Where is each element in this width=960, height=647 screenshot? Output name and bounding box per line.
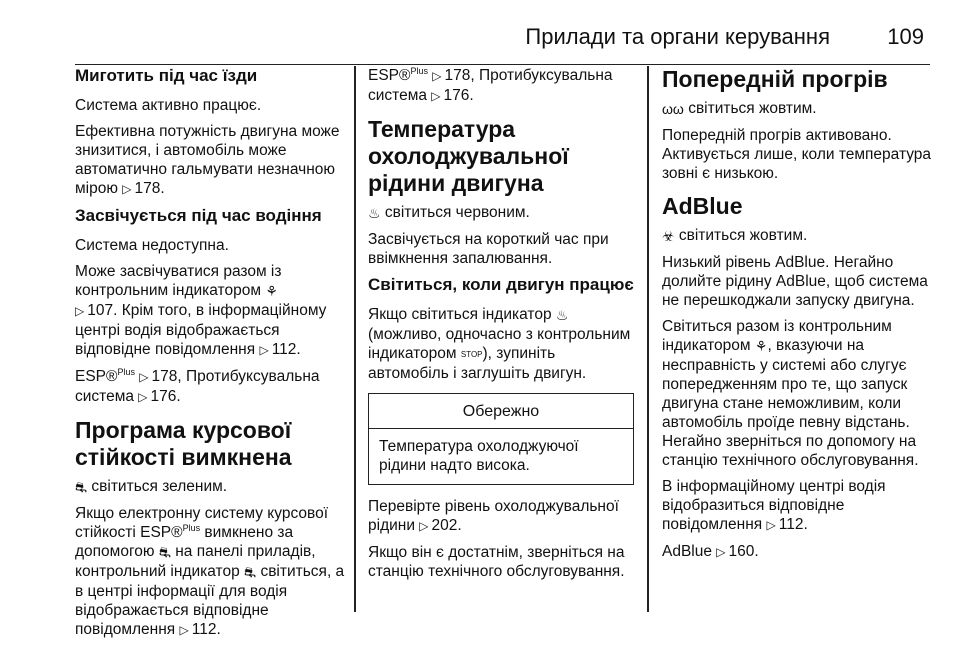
page-ref[interactable]: ▷ 112. <box>180 621 221 638</box>
column-divider <box>354 66 356 612</box>
page-ref[interactable]: ▷ 107. Крім того, в інформаційному центрі водія відображається відповідне повідомлення <box>75 302 326 358</box>
page-ref[interactable]: ▷ 178, Протибуксувальна система <box>75 368 320 405</box>
page-number: 109 <box>887 24 924 49</box>
column-divider <box>647 66 649 612</box>
coolant-temperature-icon: ♨ <box>368 205 381 221</box>
paragraph: Якщо електронну систему курсової стійкості ESP®$^{Plus}$ вимкнено за допомогою ⛐ на панелі приладів, контрольний індикатор ⛐ світиться, а в центрі інформації для водія відображається відповідне повідомлення ▷ 112. <box>75 504 350 640</box>
glow-plug-icon: ωω <box>662 101 684 117</box>
skid-car-icon: ⛐ <box>75 479 88 495</box>
column-2 <box>368 66 634 588</box>
paragraph: Ефективна потужність двигуна може знизитися, і автомобіль може автоматично гальмувати незначною мірою ▷ 178. <box>75 122 350 199</box>
paragraph: Якщо він є достатнім, зверніться на станцію технічного обслуговування. <box>368 544 625 580</box>
paragraph: ♨ світиться червоним. <box>368 204 530 221</box>
paragraph: В інформаційному центрі водія відобразиться відповідне повідомлення ▷ 112. <box>662 477 934 535</box>
caution-box <box>368 393 634 485</box>
coolant-temperature-icon: ♨ <box>555 307 569 323</box>
page-ref[interactable]: ▷ 176. <box>138 388 180 405</box>
skid-car-icon: ⛐ <box>158 544 171 560</box>
paragraph: Може засвічуватися разом із контрольним індикатором ⚘ ▷ 107. Крім того, в інформаційному центрі водія відображається відповідне повідомлення ▷ 112. <box>75 262 350 360</box>
skid-car-icon: ⛐ <box>244 564 257 580</box>
paragraph: ESP®$^{Plus}$ ▷ 178, Протибуксувальна система ▷ 176. <box>75 367 350 407</box>
heading-preheating: Попередній прогрів <box>662 66 888 92</box>
caution-text: Температура охолоджуючої рідини надто висока. <box>379 438 579 474</box>
paragraph: Попередній прогрів активовано. Активується лише, коли температура зовні є низькою. <box>662 127 932 182</box>
caution-title: Обережно <box>369 394 633 429</box>
paragraph: ☣ світиться жовтим. <box>662 227 808 244</box>
page-ref[interactable]: ▷ 178, Протибуксувальна система <box>368 67 613 104</box>
stop-icon: STOP <box>460 350 483 359</box>
paragraph: Світиться разом із контрольним індикатором ⚘, вказуючи на несправність у системі або слугує попередженням про те, що запуск двигуна стане неможливим, коли автомобіль проїде певну відстань. Негайно зверніться по допомогу на станцію технічного обслуговування. <box>662 318 919 469</box>
page-ref[interactable]: ▷ 176. <box>431 87 473 104</box>
page-ref[interactable]: ▷ 178. <box>122 180 164 197</box>
column-3 <box>662 66 934 569</box>
paragraph: Низький рівень AdBlue. Негайно долийте рідину AdBlue, щоб система не перешкоджали запуску двигуна. <box>662 254 928 309</box>
page-ref[interactable]: ▷ 160. <box>716 543 758 560</box>
heading-adblue: AdBlue <box>662 193 743 219</box>
heading-stability-program-off: Програма курсової стійкості вимкнена <box>75 417 292 470</box>
paragraph: ESP®$^{Plus}$ ▷ 178, Протибуксувальна система ▷ 176. <box>368 66 634 106</box>
page-ref[interactable]: ▷ 202. <box>419 517 461 534</box>
paragraph: Система недоступна. <box>75 237 229 254</box>
paragraph: Засвічується на короткий час при ввімкнення запалювання. <box>368 231 609 267</box>
heading-lit-engine-running: Світиться, коли двигун працює <box>368 275 634 294</box>
page-title: Прилади та органи керування <box>525 24 830 49</box>
paragraph: Система активно працює. <box>75 97 262 114</box>
heading-blinking: Миготить під час їзди <box>75 66 258 85</box>
paragraph: ⛐ світиться зеленим. <box>75 478 228 495</box>
paragraph: AdBlue ▷ 160. <box>662 542 934 562</box>
heading-lit-while-driving: Засвічується під час водіння <box>75 206 322 225</box>
column-1 <box>75 66 350 647</box>
page-header <box>75 18 930 65</box>
paragraph: ωω світиться жовтим. <box>662 100 817 117</box>
heading-coolant-temperature: Температура охолоджувальної рідини двигуна <box>368 116 569 196</box>
adblue-icon: ☣ <box>662 228 675 244</box>
page-ref[interactable]: ▷ 112. <box>259 341 300 358</box>
page-ref[interactable]: ▷ 112. <box>767 516 808 533</box>
engine-warning-icon: ⚘ <box>754 338 768 354</box>
paragraph: Якщо світиться індикатор ♨ (можливо, одночасно з контрольним індикатором STOP), зупиніть автомобіль і заглушіть двигун. <box>368 306 631 382</box>
engine-warning-icon: ⚘ <box>265 283 278 299</box>
paragraph: Перевірте рівень охолоджувальної рідини ▷ 202. <box>368 497 634 536</box>
